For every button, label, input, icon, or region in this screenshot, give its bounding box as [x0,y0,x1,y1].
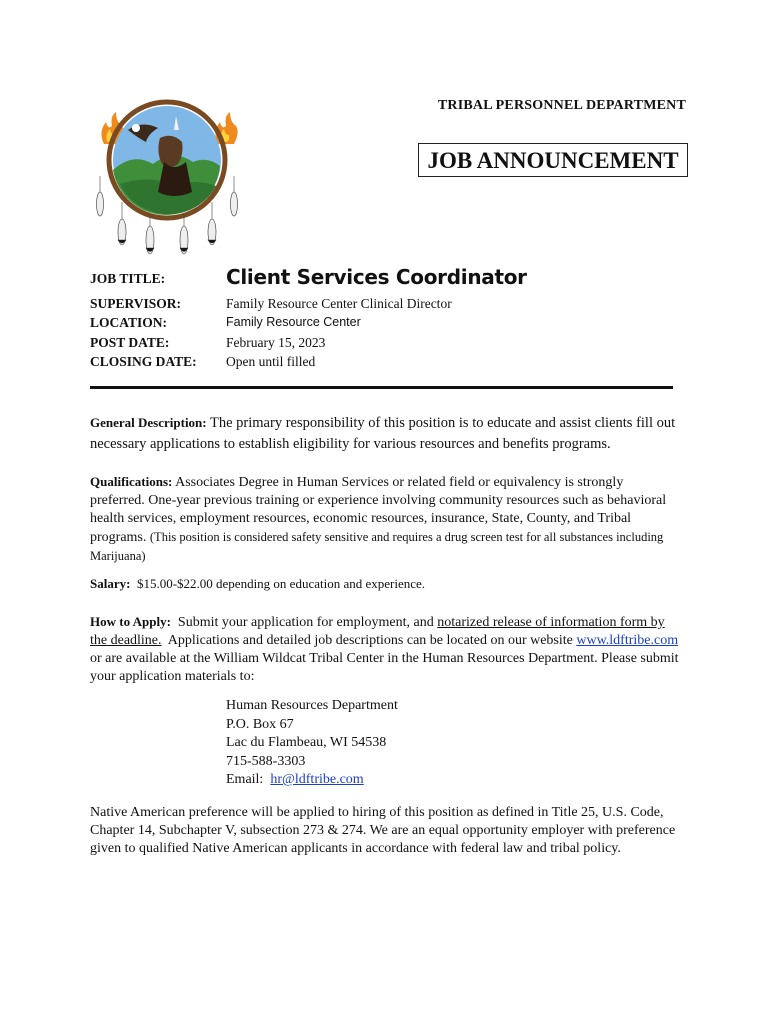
supervisor-value: Family Resource Center Clinical Director [226,296,452,311]
section-divider [90,386,673,389]
how-to-apply-text-3: or are available at the William Wildcat Tribal Center in the Human Resources Department. Please submit your application materials to: [90,651,679,684]
how-to-apply-text-2: Applications and detailed job descriptions can be located on our website [167,633,573,648]
how-to-apply-section [90,613,680,686]
email-link[interactable]: hr@ldftribe.com [270,772,364,787]
location-value: Family Resource Center [226,315,361,329]
salary-label: Salary: [90,576,131,591]
qualifications-section [90,473,680,566]
closing-date-value: Open until filled [226,354,316,369]
address-phone: 715-588-3303 [226,753,306,769]
notarized-release-text: notarized release of information form by the deadline. [90,615,665,648]
supervisor-label: SUPERVISOR: [90,296,182,311]
salary-text: $15.00-$22.00 depending on education and experience. [136,576,426,591]
address-po-box: P.O. Box 67 [226,716,294,732]
preference-statement: Native American preference will be applied to hiring of this position as defined in Title 25, U.S. Code, Chapter 14, Subchapter V, subsection 273 & 274. We are an equal opportunity employer with preference given to qualified Native American applicants in accordance with federal law and tribal policy. [90,805,676,856]
salary-section [90,575,680,593]
tribal-seal-icon [92,92,242,260]
address-email-row [226,771,398,790]
address-city: Lac du Flambeau, WI 54538 [226,735,387,750]
job-title-label: JOB TITLE: [90,271,166,286]
mailing-address [226,697,398,790]
closing-date-label: CLOSING DATE: [90,354,197,369]
qualifications-note: (This position is considered safety sensitive and requires a drug screen test for all substances including Marijuana) [90,530,664,563]
qualifications-label: Qualifications: [90,474,173,489]
job-announcement-title: JOB ANNOUNCEMENT [418,143,688,177]
general-description-text: The primary responsibility of this position is to educate and assist clients fill out necessary applications to establish eligibility for various resources and benefits programs. [90,415,676,452]
general-description-label: General Description: [90,415,207,430]
post-date-value: February 15, 2023 [226,335,326,350]
job-title-value: Client Services Coordinator [226,265,527,289]
address-department: Human Resources Department [226,698,398,713]
department-heading: TRIBAL PERSONNEL DEPARTMENT [437,98,686,113]
how-to-apply-label: How to Apply: [90,614,171,629]
how-to-apply-text-1: Submit your application for employment, and [177,615,434,630]
email-label: Email: [226,772,264,787]
website-link[interactable]: www.ldftribe.com [576,633,679,648]
location-label: LOCATION: [90,315,168,330]
qualifications-text: Associates Degree in Human Services or related field or equivalency is strongly preferred. One-year previous training or experience involving community resources such as behavioral health services, employment resources, economic resources, insurance, State, County, and Tribal programs. [90,475,667,545]
post-date-label: POST DATE: [90,335,170,350]
general-description [90,412,680,455]
tribal-seal-logo [92,92,242,260]
